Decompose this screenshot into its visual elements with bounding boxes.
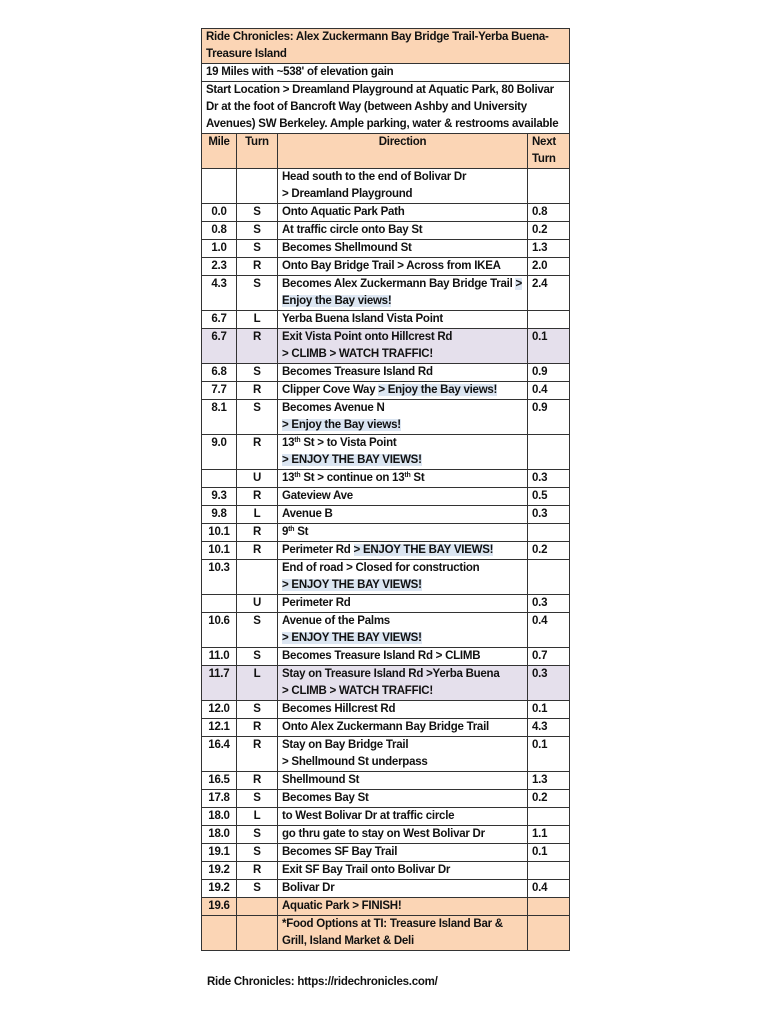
cue-sheet-table bbox=[201, 28, 570, 951]
cue-direction bbox=[278, 826, 528, 844]
direction-text: End of road > Closed for construction bbox=[282, 562, 480, 574]
cue-next-turn: 0.1 bbox=[528, 844, 570, 862]
cue-direction bbox=[278, 240, 528, 258]
cue-row bbox=[202, 542, 570, 560]
cue-row bbox=[202, 862, 570, 880]
direction-text: St bbox=[294, 526, 309, 538]
cue-mile: 18.0 bbox=[202, 826, 237, 844]
cue-turn: S bbox=[237, 701, 278, 719]
cue-next-turn: 0.9 bbox=[528, 400, 570, 435]
cue-row bbox=[202, 790, 570, 808]
cue-next-turn: 0.4 bbox=[528, 613, 570, 648]
cue-row bbox=[202, 595, 570, 613]
cue-mile: 10.6 bbox=[202, 613, 237, 648]
cue-direction bbox=[278, 435, 528, 470]
cue-next-turn: 0.1 bbox=[528, 737, 570, 772]
cue-mile: 9.8 bbox=[202, 506, 237, 524]
bay-views-highlight: > Enjoy the Bay views! bbox=[378, 384, 498, 396]
cue-row bbox=[202, 276, 570, 311]
cue-next-turn bbox=[528, 169, 570, 204]
ordinal-suffix: th bbox=[404, 472, 411, 479]
cue-next-turn: 0.3 bbox=[528, 595, 570, 613]
cue-next-turn: 1.1 bbox=[528, 826, 570, 844]
bay-views-highlight: > ENJOY THE BAY VIEWS! bbox=[353, 544, 494, 556]
cue-turn: R bbox=[237, 258, 278, 276]
cue-mile: 11.7 bbox=[202, 666, 237, 701]
cue-row bbox=[202, 648, 570, 666]
cue-direction bbox=[278, 560, 528, 595]
cue-turn bbox=[237, 898, 278, 916]
cue-next-turn: 2.0 bbox=[528, 258, 570, 276]
cue-turn: L bbox=[237, 506, 278, 524]
cue-direction bbox=[278, 506, 528, 524]
direction-text: Becomes Avenue N bbox=[282, 402, 385, 414]
cue-mile: 19.6 bbox=[202, 898, 237, 916]
cue-row bbox=[202, 488, 570, 506]
cue-mile: 9.3 bbox=[202, 488, 237, 506]
cue-direction bbox=[278, 470, 528, 488]
cue-direction bbox=[278, 701, 528, 719]
route-summary: 19 Miles with ~538' of elevation gain bbox=[202, 64, 570, 82]
cue-direction bbox=[278, 276, 528, 311]
cue-next-turn bbox=[528, 560, 570, 595]
cue-turn: R bbox=[237, 772, 278, 790]
cue-direction bbox=[278, 364, 528, 382]
cue-turn: R bbox=[237, 488, 278, 506]
direction-text: Becomes Treasure Island Rd > CLIMB bbox=[282, 650, 481, 662]
cue-direction bbox=[278, 311, 528, 329]
cue-mile: 18.0 bbox=[202, 808, 237, 826]
cue-row bbox=[202, 613, 570, 648]
summary-row bbox=[202, 64, 570, 82]
direction-text: to West Bolivar Dr at traffic circle bbox=[282, 810, 455, 822]
direction-text: Becomes Bay St bbox=[282, 792, 369, 804]
cue-mile: 6.7 bbox=[202, 329, 237, 364]
cue-mile: 16.4 bbox=[202, 737, 237, 772]
cue-row bbox=[202, 382, 570, 400]
cue-direction bbox=[278, 595, 528, 613]
direction-text: St > to Vista Point bbox=[300, 437, 397, 449]
cue-row bbox=[202, 258, 570, 276]
direction-text: Clipper Cove Way bbox=[282, 384, 376, 396]
cue-next-turn bbox=[528, 524, 570, 542]
direction-text: Perimeter Rd bbox=[282, 544, 351, 556]
cue-sheet-body bbox=[202, 29, 570, 951]
direction-text: Avenue B bbox=[282, 508, 333, 520]
cue-next-turn: 4.3 bbox=[528, 719, 570, 737]
cue-mile: 4.3 bbox=[202, 276, 237, 311]
cue-turn: S bbox=[237, 613, 278, 648]
cue-row bbox=[202, 898, 570, 916]
cue-next-turn: 1.3 bbox=[528, 240, 570, 258]
cue-turn: L bbox=[237, 808, 278, 826]
cue-turn: S bbox=[237, 790, 278, 808]
direction-note: > CLIMB > WATCH TRAFFIC! bbox=[282, 348, 433, 360]
cue-row bbox=[202, 560, 570, 595]
cue-row bbox=[202, 311, 570, 329]
cue-row bbox=[202, 470, 570, 488]
cue-turn bbox=[237, 169, 278, 204]
cue-next-turn: 0.1 bbox=[528, 329, 570, 364]
cue-turn: S bbox=[237, 364, 278, 382]
cue-turn: R bbox=[237, 719, 278, 737]
direction-text: Becomes Treasure Island Rd bbox=[282, 366, 433, 378]
route-title: Ride Chronicles: Alex Zuckermann Bay Bridge Trail-Yerba Buena-Treasure Island bbox=[202, 29, 570, 64]
cue-mile: 12.0 bbox=[202, 701, 237, 719]
header-mile: Mile bbox=[202, 134, 237, 169]
direction-text: go thru gate to stay on West Bolivar Dr bbox=[282, 828, 485, 840]
direction-text: Stay on Bay Bridge Trail bbox=[282, 739, 409, 751]
direction-text: Becomes Shellmound St bbox=[282, 242, 412, 254]
cue-next-turn bbox=[528, 862, 570, 880]
cue-row bbox=[202, 222, 570, 240]
start-row bbox=[202, 82, 570, 134]
direction-text: Shellmound St bbox=[282, 774, 360, 786]
cue-turn: R bbox=[237, 862, 278, 880]
cue-row bbox=[202, 169, 570, 204]
direction-text: Avenue of the Palms bbox=[282, 615, 390, 627]
cue-mile: 0.8 bbox=[202, 222, 237, 240]
cue-row bbox=[202, 364, 570, 382]
direction-text: 13 bbox=[282, 437, 295, 449]
cue-next-turn bbox=[528, 435, 570, 470]
cue-mile: 9.0 bbox=[202, 435, 237, 470]
cue-turn: L bbox=[237, 311, 278, 329]
cue-next-turn: 0.9 bbox=[528, 364, 570, 382]
cue-row bbox=[202, 916, 570, 951]
header-row bbox=[202, 134, 570, 169]
site-credit: Ride Chronicles: https://ridechronicles.com/ bbox=[207, 976, 438, 988]
direction-text: Becomes Hillcrest Rd bbox=[282, 703, 396, 715]
direction-text: *Food Options at TI: Treasure Island Bar & Grill, Island Market & Deli bbox=[282, 918, 503, 947]
cue-next-turn bbox=[528, 311, 570, 329]
cue-turn: U bbox=[237, 595, 278, 613]
direction-text: Perimeter Rd bbox=[282, 597, 351, 609]
cue-mile bbox=[202, 470, 237, 488]
cue-next-turn: 0.4 bbox=[528, 880, 570, 898]
cue-row bbox=[202, 506, 570, 524]
cue-row bbox=[202, 772, 570, 790]
direction-text: Becomes SF Bay Trail bbox=[282, 846, 398, 858]
cue-next-turn: 0.3 bbox=[528, 666, 570, 701]
cue-direction bbox=[278, 880, 528, 898]
cue-turn: S bbox=[237, 844, 278, 862]
cue-mile bbox=[202, 916, 237, 951]
cue-turn: S bbox=[237, 880, 278, 898]
direction-text: Onto Alex Zuckermann Bay Bridge Trail bbox=[282, 721, 489, 733]
direction-text: St bbox=[410, 472, 425, 484]
cue-direction bbox=[278, 916, 528, 951]
direction-text: Onto Bay Bridge Trail > Across from IKEA bbox=[282, 260, 501, 272]
cue-mile: 19.2 bbox=[202, 880, 237, 898]
cue-mile: 16.5 bbox=[202, 772, 237, 790]
cue-row bbox=[202, 240, 570, 258]
cue-next-turn: 1.3 bbox=[528, 772, 570, 790]
cue-turn: S bbox=[237, 400, 278, 435]
cue-next-turn: 2.4 bbox=[528, 276, 570, 311]
cue-turn: S bbox=[237, 648, 278, 666]
cue-row bbox=[202, 524, 570, 542]
cue-row bbox=[202, 701, 570, 719]
cue-sheet bbox=[201, 28, 569, 951]
cue-next-turn bbox=[528, 898, 570, 916]
cue-mile: 19.2 bbox=[202, 862, 237, 880]
direction-text: Yerba Buena Island Vista Point bbox=[282, 313, 444, 325]
direction-text: Gateview Ave bbox=[282, 490, 353, 502]
cue-direction bbox=[278, 222, 528, 240]
cue-direction bbox=[278, 204, 528, 222]
cue-direction bbox=[278, 613, 528, 648]
cue-turn: R bbox=[237, 329, 278, 364]
direction-text: 13 bbox=[282, 472, 295, 484]
title-row bbox=[202, 29, 570, 64]
cue-turn: L bbox=[237, 666, 278, 701]
direction-text: Stay on Treasure Island Rd >Yerba Buena bbox=[282, 668, 500, 680]
cue-next-turn: 0.2 bbox=[528, 222, 570, 240]
cue-turn: R bbox=[237, 542, 278, 560]
cue-direction bbox=[278, 488, 528, 506]
bay-views-highlight: > Enjoy the Bay views! bbox=[282, 419, 401, 431]
cue-direction bbox=[278, 400, 528, 435]
cue-next-turn: 0.5 bbox=[528, 488, 570, 506]
direction-text: Exit SF Bay Trail onto Bolivar Dr bbox=[282, 864, 451, 876]
direction-note: > Dreamland Playground bbox=[282, 188, 413, 200]
header-turn: Turn bbox=[237, 134, 278, 169]
cue-mile: 8.1 bbox=[202, 400, 237, 435]
cue-direction bbox=[278, 862, 528, 880]
direction-text: 9 bbox=[282, 526, 289, 538]
cue-next-turn: 0.8 bbox=[528, 204, 570, 222]
cue-turn: S bbox=[237, 240, 278, 258]
cue-mile bbox=[202, 169, 237, 204]
cue-row bbox=[202, 719, 570, 737]
cue-turn: S bbox=[237, 204, 278, 222]
cue-row bbox=[202, 808, 570, 826]
cue-row bbox=[202, 435, 570, 470]
cue-next-turn: 0.3 bbox=[528, 470, 570, 488]
direction-note: > Shellmound St underpass bbox=[282, 756, 428, 768]
bay-views-highlight: > ENJOY THE BAY VIEWS! bbox=[282, 579, 422, 591]
header-direction: Direction bbox=[278, 134, 528, 169]
cue-turn: R bbox=[237, 382, 278, 400]
direction-text: Bolivar Dr bbox=[282, 882, 335, 894]
direction-text: Aquatic Park > FINISH! bbox=[282, 900, 402, 912]
cue-mile: 11.0 bbox=[202, 648, 237, 666]
cue-direction bbox=[278, 666, 528, 701]
cue-next-turn: 0.2 bbox=[528, 790, 570, 808]
cue-direction bbox=[278, 808, 528, 826]
cue-direction bbox=[278, 524, 528, 542]
cue-direction bbox=[278, 542, 528, 560]
ordinal-suffix: th bbox=[294, 472, 301, 479]
cue-next-turn: 0.1 bbox=[528, 701, 570, 719]
bay-views-highlight: > ENJOY THE BAY VIEWS! bbox=[282, 454, 422, 466]
direction-text: Exit Vista Point onto Hillcrest Rd bbox=[282, 331, 453, 343]
cue-direction bbox=[278, 648, 528, 666]
cue-turn: R bbox=[237, 524, 278, 542]
cue-direction bbox=[278, 258, 528, 276]
cue-turn: S bbox=[237, 222, 278, 240]
cue-direction bbox=[278, 382, 528, 400]
cue-row bbox=[202, 400, 570, 435]
cue-mile bbox=[202, 595, 237, 613]
cue-mile: 1.0 bbox=[202, 240, 237, 258]
cue-turn: U bbox=[237, 470, 278, 488]
cue-mile: 19.1 bbox=[202, 844, 237, 862]
cue-direction bbox=[278, 844, 528, 862]
cue-next-turn bbox=[528, 808, 570, 826]
cue-direction bbox=[278, 898, 528, 916]
cue-row bbox=[202, 880, 570, 898]
cue-row bbox=[202, 204, 570, 222]
direction-note: > CLIMB > WATCH TRAFFIC! bbox=[282, 685, 433, 697]
cue-next-turn: 0.2 bbox=[528, 542, 570, 560]
cue-next-turn: 0.7 bbox=[528, 648, 570, 666]
ordinal-suffix: th bbox=[288, 526, 295, 533]
cue-mile: 10.1 bbox=[202, 524, 237, 542]
cue-turn: S bbox=[237, 276, 278, 311]
cue-mile: 12.1 bbox=[202, 719, 237, 737]
direction-text: At traffic circle onto Bay St bbox=[282, 224, 423, 236]
cue-direction bbox=[278, 772, 528, 790]
cue-direction bbox=[278, 169, 528, 204]
cue-row bbox=[202, 737, 570, 772]
cue-row bbox=[202, 844, 570, 862]
cue-next-turn: 0.4 bbox=[528, 382, 570, 400]
cue-turn bbox=[237, 560, 278, 595]
header-next-turn: Next Turn bbox=[528, 134, 570, 169]
start-location: Start Location > Dreamland Playground at Aquatic Park, 80 Bolivar Dr at the foot of Bancroft Way (between Ashby and University Avenues) SW Berkeley. Ample parking, water & restrooms available bbox=[202, 82, 570, 134]
cue-turn bbox=[237, 916, 278, 951]
cue-mile: 7.7 bbox=[202, 382, 237, 400]
cue-next-turn: 0.3 bbox=[528, 506, 570, 524]
cue-row bbox=[202, 329, 570, 364]
direction-text: Onto Aquatic Park Path bbox=[282, 206, 405, 218]
cue-mile: 10.3 bbox=[202, 560, 237, 595]
cue-direction bbox=[278, 719, 528, 737]
cue-mile: 10.1 bbox=[202, 542, 237, 560]
cue-direction bbox=[278, 737, 528, 772]
cue-mile: 2.3 bbox=[202, 258, 237, 276]
bay-views-highlight: > Enjoy the Bay views! bbox=[282, 278, 522, 307]
cue-mile: 17.8 bbox=[202, 790, 237, 808]
cue-turn: S bbox=[237, 826, 278, 844]
direction-text: Head south to the end of Bolivar Dr bbox=[282, 171, 467, 183]
cue-direction bbox=[278, 329, 528, 364]
cue-row bbox=[202, 826, 570, 844]
cue-mile: 6.8 bbox=[202, 364, 237, 382]
direction-text: Becomes Alex Zuckermann Bay Bridge Trail bbox=[282, 278, 513, 290]
direction-text: St > continue on 13 bbox=[300, 472, 405, 484]
cue-turn: R bbox=[237, 435, 278, 470]
cue-next-turn bbox=[528, 916, 570, 951]
cue-mile: 6.7 bbox=[202, 311, 237, 329]
cue-row bbox=[202, 666, 570, 701]
ordinal-suffix: th bbox=[294, 437, 301, 444]
cue-direction bbox=[278, 790, 528, 808]
bay-views-highlight: > ENJOY THE BAY VIEWS! bbox=[282, 632, 422, 644]
cue-turn: R bbox=[237, 737, 278, 772]
cue-mile: 0.0 bbox=[202, 204, 237, 222]
